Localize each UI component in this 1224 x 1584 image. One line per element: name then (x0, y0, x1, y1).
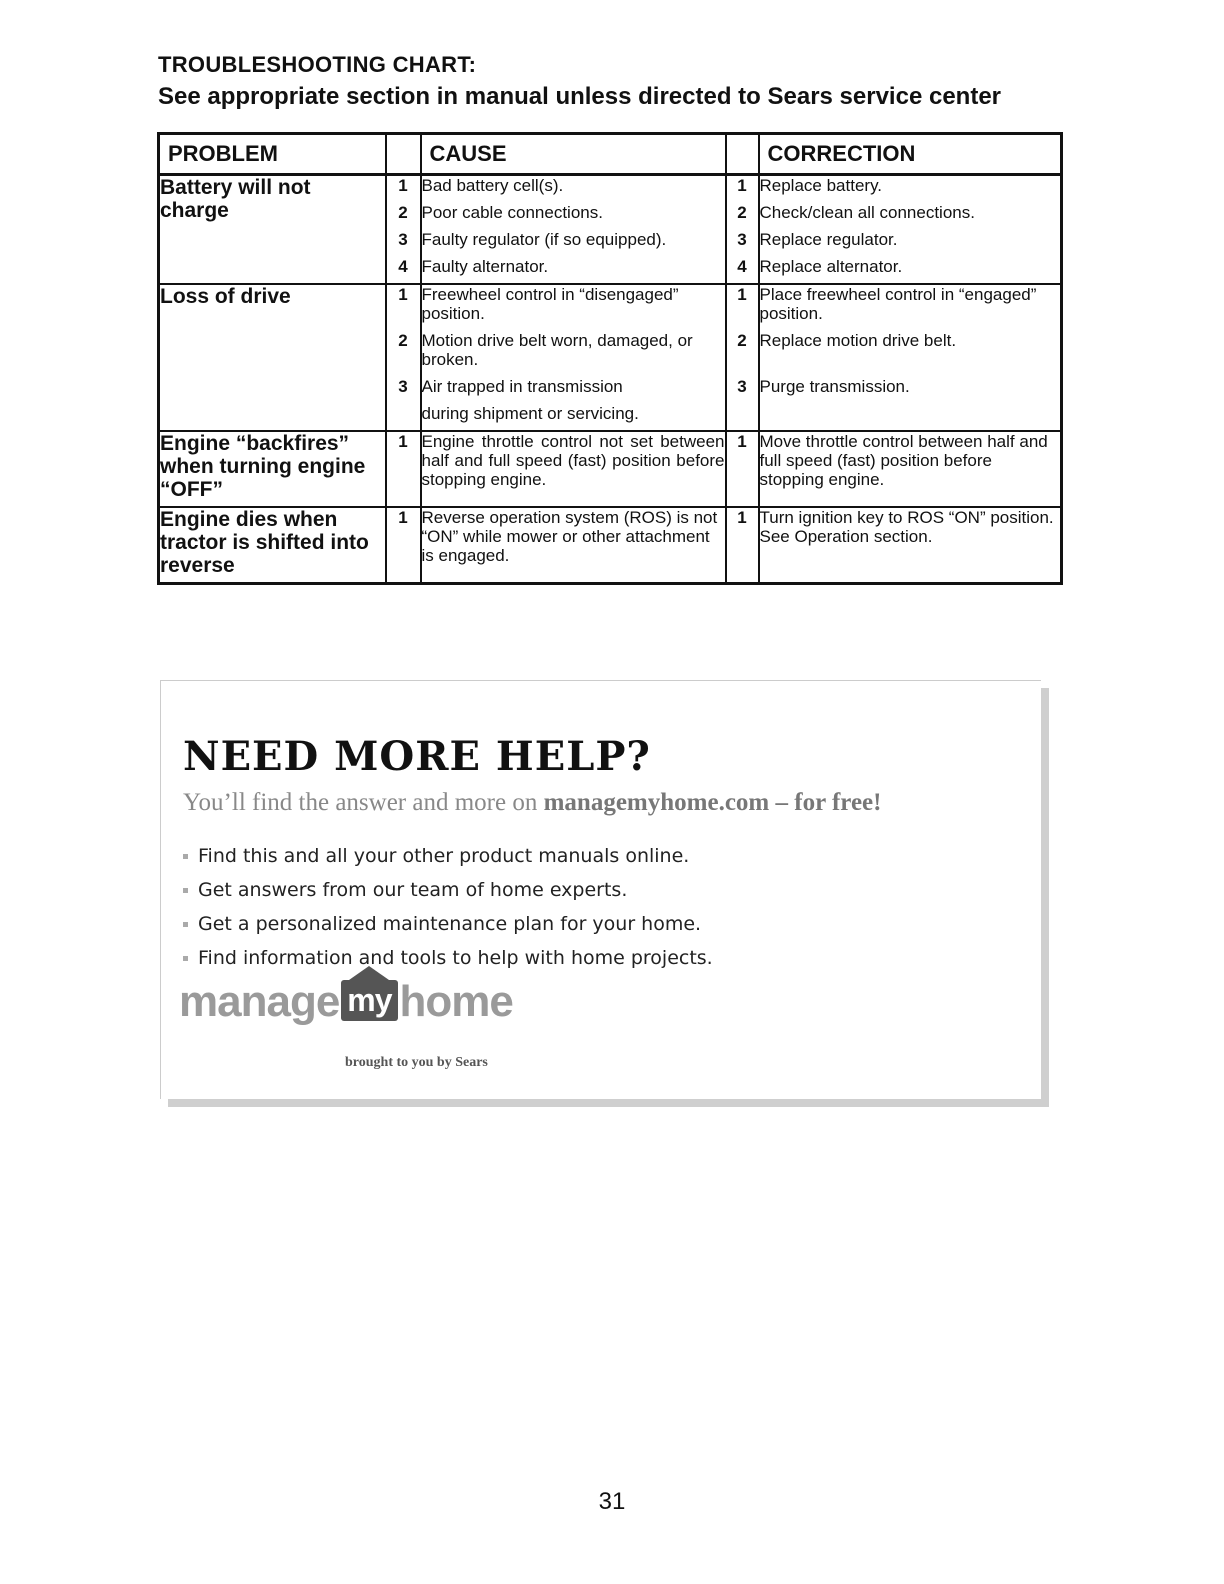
problem-cell: Engine “backfires” when turning engine “OFF” (159, 431, 386, 507)
cause-number: 4 (386, 257, 421, 284)
managemyhome-logo (179, 977, 513, 1027)
logo-manage: manage (179, 977, 340, 1026)
table-row (159, 284, 1062, 331)
table-row (159, 431, 1062, 507)
correction-number: 1 (726, 175, 759, 204)
table-header-row (159, 134, 1062, 175)
cause-cell: Air trapped in transmission (421, 377, 726, 404)
cause-cell: Engine throttle control not set between half and full speed (fast) position before stopping engine. (421, 431, 726, 507)
correction-cell (759, 404, 1062, 431)
cause-number: 3 (386, 377, 421, 404)
cause-number: 1 (386, 175, 421, 204)
cause-cell: Motion drive belt worn, damaged, or broken. (421, 331, 726, 377)
table-row (159, 507, 1062, 584)
bullet-text: Find this and all your other product manuals online. (198, 845, 690, 867)
managemyhome-link[interactable]: managemyhome.com – for free! (543, 789, 882, 816)
correction-number: 1 (726, 431, 759, 507)
correction-number: 3 (726, 230, 759, 257)
help-bullet-list (183, 839, 713, 975)
cause-cell: Bad battery cell(s). (421, 175, 726, 204)
correction-cell: Check/clean all connections. (759, 203, 1062, 230)
correction-cell: Turn ignition key to ROS “ON” position. See Operation section. (759, 507, 1062, 584)
chart-subtitle: See appropriate section in manual unless directed to Sears service center (158, 83, 1001, 110)
cause-number (386, 404, 421, 431)
cause-cell: Poor cable connections. (421, 203, 726, 230)
bullet-icon (183, 922, 188, 927)
cause-number: 2 (386, 203, 421, 230)
need-more-help-panel (160, 680, 1041, 1099)
cause-number: 1 (386, 284, 421, 331)
list-item (183, 873, 713, 907)
cause-cell: Faulty alternator. (421, 257, 726, 284)
page-number: 31 (598, 1488, 626, 1515)
help-subtitle-text: You’ll find the answer and more on (183, 789, 544, 816)
cause-number: 2 (386, 331, 421, 377)
correction-cell: Purge transmission. (759, 377, 1062, 404)
problem-cell: Engine dies when tractor is shifted into reverse (159, 507, 386, 584)
bullet-icon (183, 956, 188, 961)
table-row (159, 175, 1062, 204)
bullet-text: Find information and tools to help with home projects. (198, 947, 713, 969)
list-item (183, 907, 713, 941)
troubleshooting-table (157, 132, 1063, 585)
problem-cell: Loss of drive (159, 284, 386, 431)
correction-number: 1 (726, 507, 759, 584)
correction-cell: Move throttle control between half and full speed (fast) position before stopping engine. (759, 431, 1062, 507)
logo-byline: brought to you by Sears (345, 1055, 488, 1070)
help-subtitle (183, 789, 881, 817)
header-cause: CAUSE (421, 134, 726, 175)
correction-number: 1 (726, 284, 759, 331)
help-title: NEED MORE HELP? (183, 733, 651, 780)
correction-number: 4 (726, 257, 759, 284)
list-item (183, 839, 713, 873)
correction-cell: Replace alternator. (759, 257, 1062, 284)
cause-number: 1 (386, 507, 421, 584)
header-problem: PROBLEM (159, 134, 386, 175)
logo-my-house-icon: my (341, 980, 397, 1021)
bullet-text: Get a personalized maintenance plan for your home. (198, 913, 702, 935)
cause-number: 3 (386, 230, 421, 257)
correction-cell: Replace motion drive belt. (759, 331, 1062, 377)
correction-cell: Replace regulator. (759, 230, 1062, 257)
problem-cell: Battery will not charge (159, 175, 386, 285)
bullet-text: Get answers from our team of home experts. (198, 879, 628, 901)
cause-number: 1 (386, 431, 421, 507)
correction-number (726, 404, 759, 431)
cause-cell: Freewheel control in “disengaged” position. (421, 284, 726, 331)
bullet-icon (183, 854, 188, 859)
correction-cell: Replace battery. (759, 175, 1062, 204)
correction-number: 2 (726, 203, 759, 230)
logo-home: home (399, 977, 513, 1026)
cause-cell: Faulty regulator (if so equipped). (421, 230, 726, 257)
bullet-icon (183, 888, 188, 893)
chart-title: TROUBLESHOOTING CHART: (158, 52, 477, 77)
correction-cell: Place freewheel control in “engaged” position. (759, 284, 1062, 331)
header-correction-num (726, 134, 759, 175)
correction-number: 3 (726, 377, 759, 404)
cause-cell: Reverse operation system (ROS) is not “ON” while mower or other attachment is engaged. (421, 507, 726, 584)
correction-number: 2 (726, 331, 759, 377)
header-correction: CORRECTION (759, 134, 1062, 175)
header-cause-num (386, 134, 421, 175)
list-item (183, 941, 713, 975)
cause-cell: during shipment or servicing. (421, 404, 726, 431)
